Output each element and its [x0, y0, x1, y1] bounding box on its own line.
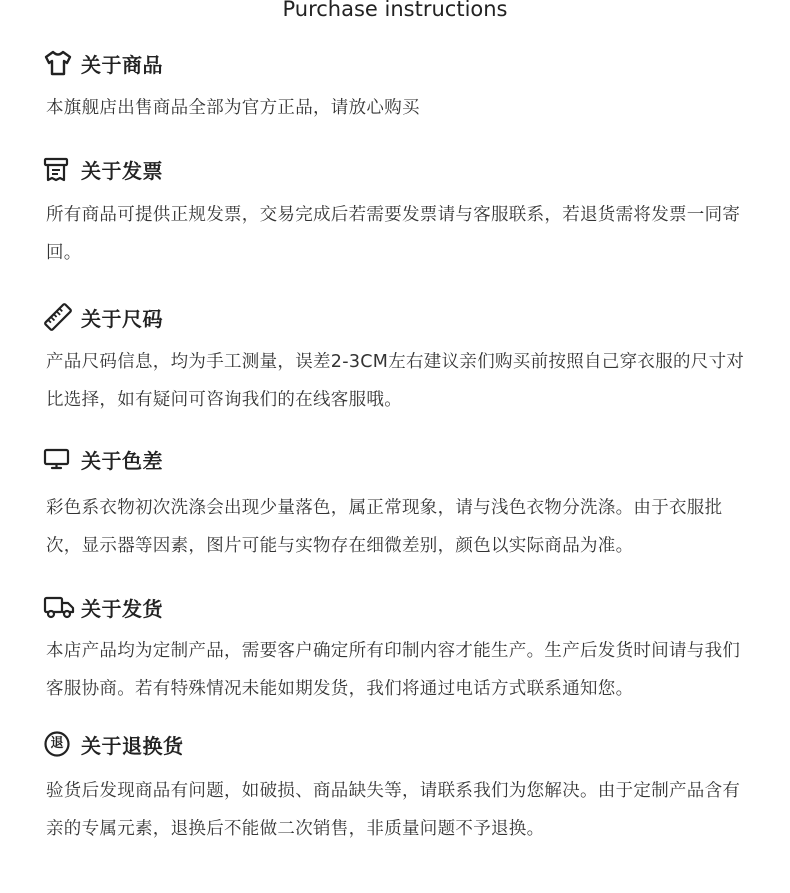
section-header [43, 302, 163, 332]
return-badge-icon [43, 729, 75, 759]
truck-icon [43, 592, 75, 622]
section-body: 所有商品可提供正规发票，交易完成后若需要发票请与客服联系，若退货需将发票一同寄回。 [46, 205, 741, 263]
section-header [43, 592, 163, 622]
section-body: 本旗舰店出售商品全部为官方正品，请放心购买 [46, 98, 420, 118]
section-title: 关于发货 [81, 596, 163, 621]
page-title: Purchase instructions [282, 0, 508, 21]
section-title: 关于发票 [81, 158, 163, 183]
section-body: 彩色系衣物初次洗涤会出现少量落色，属正常现象，请与浅色衣物分洗涤。由于衣服批次，显示器等因素，图片可能与实物存在细微差别，颜色以实际商品为准。 [46, 498, 723, 556]
receipt-icon [43, 154, 75, 184]
section-title: 关于商品 [81, 52, 163, 77]
return-badge-label: 退 [50, 736, 64, 751]
section-header [43, 48, 163, 78]
section-title: 关于色差 [81, 448, 163, 473]
monitor-icon [43, 444, 75, 474]
section-title: 关于尺码 [81, 306, 163, 331]
section-header [43, 154, 163, 184]
section-body: 验货后发现商品有问题，如破损、商品缺失等，请联系我们为您解决。由于定制产品含有亲的专属元素，退换后不能做二次销售，非质量问题不予退换。 [46, 781, 741, 839]
tshirt-icon [43, 48, 75, 78]
section-header [43, 444, 163, 474]
section-body: 产品尺码信息，均为手工测量，误差2-3CM左右建议亲们购买前按照自己穿衣服的尺寸对比选择，如有疑问可咨询我们的在线客服哦。 [46, 352, 745, 410]
section-title: 关于退换货 [81, 733, 184, 758]
section-body: 本店产品均为定制产品，需要客户确定所有印制内容才能生产。生产后发货时间请与我们客服协商。若有特殊情况未能如期发货，我们将通过电话方式联系通知您。 [46, 641, 741, 699]
section-header [43, 729, 184, 759]
ruler-icon [43, 302, 75, 332]
